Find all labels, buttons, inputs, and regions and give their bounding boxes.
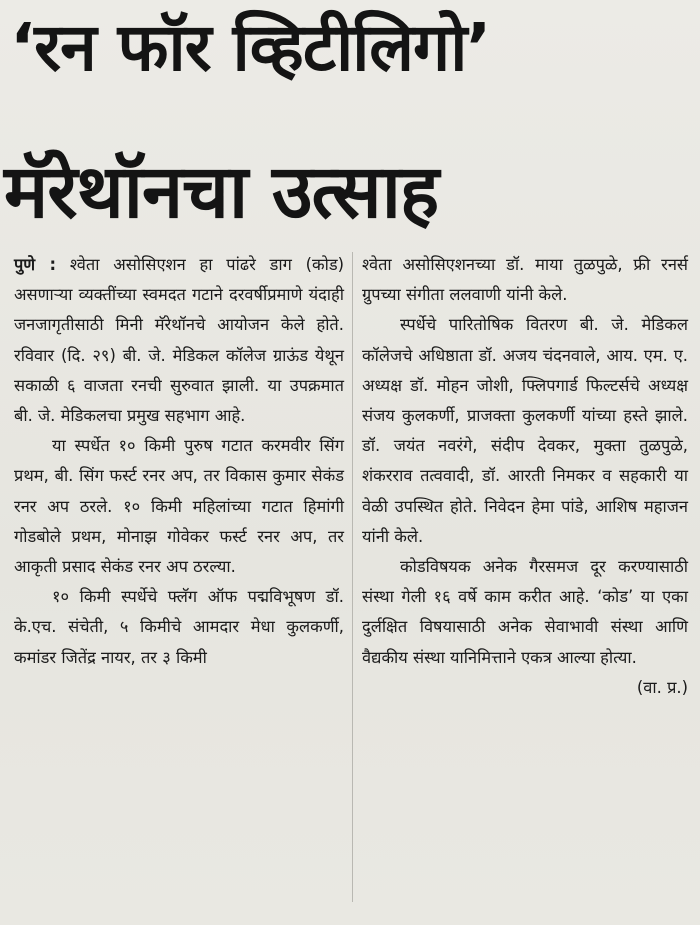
headline-line-2: मॅरेथॉनचा उत्साह	[4, 149, 439, 235]
column-divider	[352, 252, 353, 902]
paragraph-1	[14, 250, 344, 431]
paragraph-2: या स्पर्धेत १० किमी पुरुष गटात करमवीर सिंग प्रथम, बी. सिंग फर्स्ट रनर अप, तर विकास कुमार सेकंड रनर अप ठरले. १० किमी महिलांच्या गटात हिमांगी गोडबोले प्रथम, मोनाझ गोवेकर फर्स्ट रनर अप, तर आकृती प्रसाद सेकंड रनर अप ठरल्या.	[14, 436, 344, 577]
news-credit: (वा. प्र.)	[636, 677, 688, 697]
dateline: पुणे :	[14, 255, 57, 274]
headline-line-1: ‘रन फॉर व्हिटीलिगो’	[10, 9, 491, 86]
paragraph-3: १० किमी स्पर्धेचे फ्लॅग ऑफ पद्मविभूषण डॉ. के.एच. संचेती, ५ किमीचे आमदार मेधा कुलकर्णी, कमांडर जितेंद्र नायर, तर ३ किमी	[14, 587, 344, 667]
paragraph-4: श्वेता असोसिएशनच्या डॉ. माया तुळपुळे, फ्री रनर्स ग्रुपच्या संगीता ललवाणी यांनी केले.	[362, 255, 688, 305]
paragraph-6-text: कोडविषयक अनेक गैरसमज दूर करण्यासाठी संस्था गेली १६ वर्षे काम करीत आहे. ‘कोड’ या एका दुर्लक्षित विषयासाठी अनेक सेवाभावी संस्था आणि वैद्यकीय संस्था यानिमित्ताने एकत्र आल्या होत्या.	[362, 557, 688, 667]
paragraph-1-text: श्वेता असोसिएशन हा पांढरे डाग (कोड) असणाऱ्या व्यक्तींच्या स्वमदत गटाने दरवर्षीप्रमाणे यंदाही जनजागृतीसाठी मिनी मॅरेथॉनचे आयोजन केले होते. रविवार (दि. २९) बी. जे. मेडिकल कॉलेज ग्राऊंड येथून सकाळी ६ वाजता रनची सुरुवात झाली. या उपक्रमात बी. जे. मेडिकलचा प्रमुख सहभाग आहे.	[14, 255, 345, 426]
article-column-1	[14, 250, 344, 673]
paragraph-6	[362, 552, 688, 697]
article-column-2	[362, 250, 688, 703]
paragraph-5: स्पर्धेचे पारितोषिक वितरण बी. जे. मेडिकल कॉलेजचे अधिष्ठाता डॉ. अजय चंदनवाले, आय. एम. ए. अध्यक्ष डॉ. मोहन जोशी, फ्लिपगार्ड फिल्टर्सचे अध्यक्ष संजय कुलकर्णी, प्राजक्ता कुलकर्णी यांच्या हस्ते झाले. डॉ. जयंत नवरंगे, संदीप देवकर, मुक्ता तुळपुळे, शंकरराव तत्ववादी, डॉ. आरती निमकर व सहकारी या वेळी उपस्थित होते. निवेदन हेमा पांडे, आशिष महाजन यांनी केले.	[362, 315, 688, 546]
